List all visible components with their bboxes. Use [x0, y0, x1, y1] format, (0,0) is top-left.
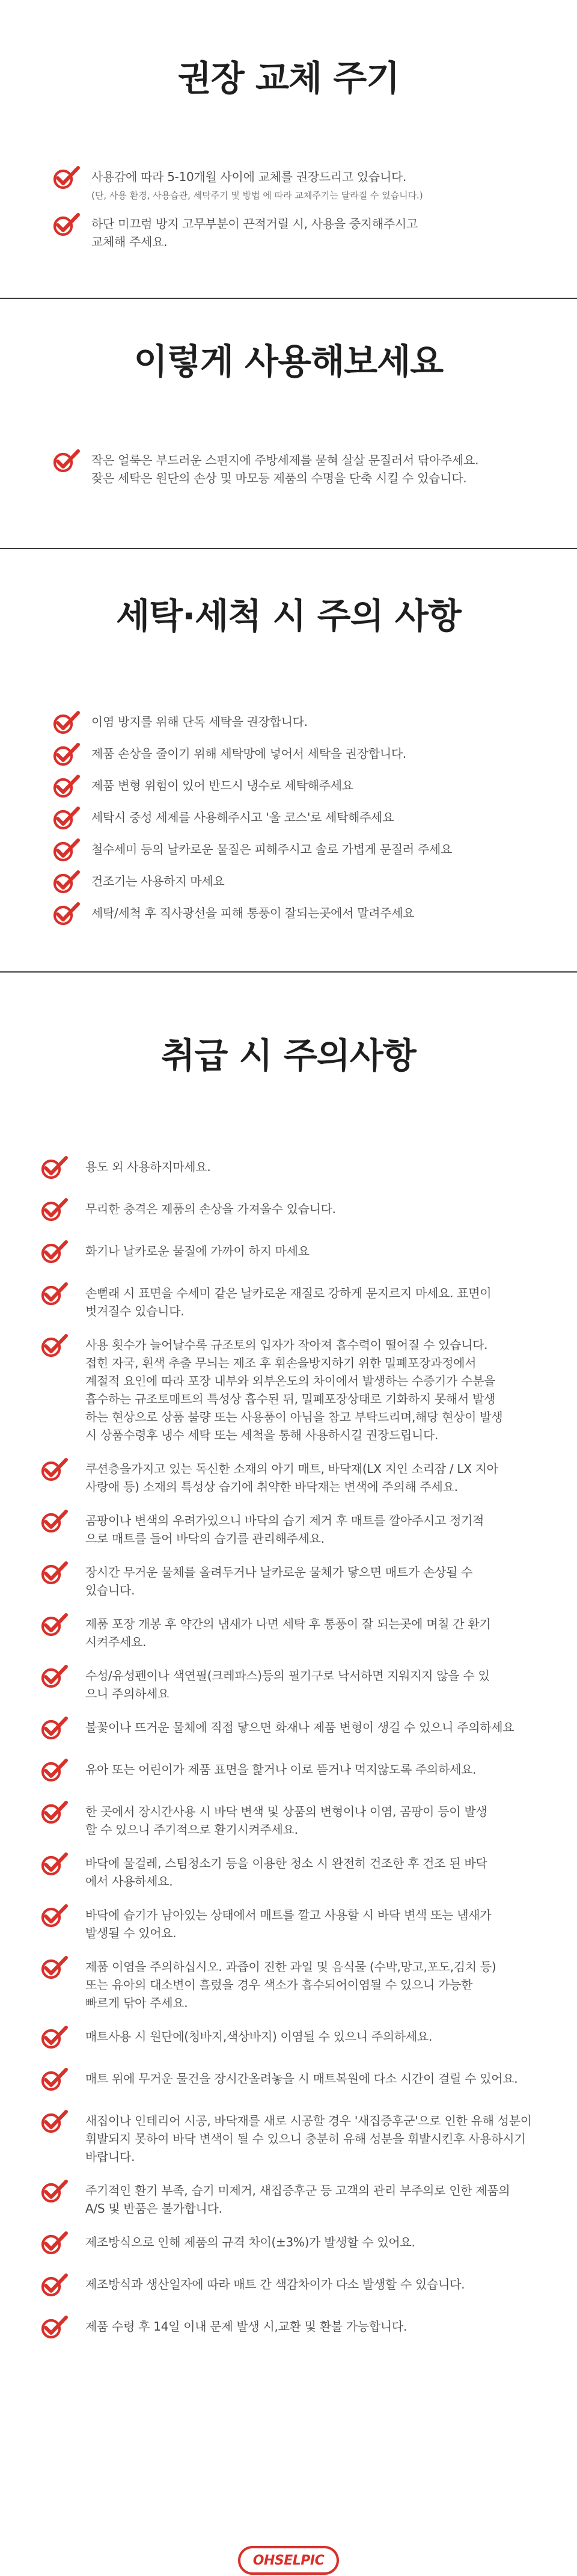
item-text: 건조기는 사용하지 마세요	[91, 874, 225, 888]
item-text: 하는 현상으로 상품 불량 또는 사용품이 아님을 참고 부탁드리며,해당 현상이 발생	[85, 1410, 503, 1424]
list-item	[40, 1667, 557, 1703]
list-item	[52, 808, 551, 840]
list-item	[40, 2027, 557, 2054]
item-text: 벗겨질수 있습니다.	[85, 1304, 185, 1318]
checkmark-icon	[40, 1280, 70, 1307]
section-handling-cautions	[0, 973, 577, 2575]
item-text: 제조방식과 생산일자에 따라 매트 간 색감차이가 다소 발생할 수 있습니다.	[85, 2277, 465, 2292]
list-item	[40, 1906, 557, 1942]
list-item	[40, 1854, 557, 1890]
item-text: 있습니다.	[85, 1583, 135, 1597]
checkmark-icon	[40, 1715, 70, 1741]
list-item	[52, 168, 551, 203]
item-text: A/S 및 반품은 불가합니다.	[85, 2201, 222, 2216]
section-title: 권장 교체 주기	[177, 58, 400, 99]
item-text: 매트사용 시 원단에(청바지,색상바지) 이염될 수 있으니 주의하세요.	[85, 2029, 433, 2044]
item-text: 유아 또는 어린이가 제품 표면을 핥거나 이로 뜯거나 먹지않도록 주의하세요.	[85, 1762, 477, 1777]
item-text: 빠르게 닦아 주세요.	[85, 1996, 188, 2010]
item-text: 주기적인 환기 부족, 습기 미제거, 새집증후군 등 고객의 관리 부주의로 인한 제품의	[85, 2183, 510, 2198]
item-text: 세탁/세척 후 직사광선을 피해 통풍이 잘되는곳에서 말려주세요	[91, 906, 415, 920]
list-item	[40, 2181, 557, 2218]
list-item	[40, 1760, 557, 1787]
section-title: 이렇게 사용해보세요	[133, 340, 444, 382]
checkmark-icon	[40, 1560, 70, 1586]
item-text: 용도 외 사용하지마세요.	[85, 1160, 211, 1174]
item-text: 바닥에 습기가 남아있는 상태에서 매트를 깔고 사용할 시 바닥 변색 또는 냄새가	[85, 1908, 492, 1922]
list-item	[40, 1242, 557, 1268]
item-text: 제품 수령 후 14일 이내 문제 발생 시,교환 및 환불 가능합니다.	[85, 2319, 407, 2334]
checkmark-icon	[40, 1799, 70, 1825]
list-item	[40, 2317, 557, 2344]
brand-logo: OHSELPIC	[238, 2546, 339, 2575]
section-how-to-use	[0, 299, 577, 548]
item-text: 으니 주의하세요	[85, 1686, 169, 1701]
section-title: 취급 시 주의사항	[161, 1034, 416, 1076]
item-list	[52, 713, 551, 936]
list-item	[40, 2112, 557, 2166]
checkmark-icon	[40, 1154, 70, 1181]
list-item	[40, 1200, 557, 1226]
item-text: 화기나 날카로운 물질에 가까이 하지 마세요	[85, 1244, 310, 1258]
checkmark-icon	[40, 1238, 70, 1265]
list-item	[40, 1718, 557, 1745]
item-text: 휘발되지 못하여 바닥 변색이 될 수 있으니 충분히 유해 성분을 휘발시킨후 사용하시기	[85, 2132, 526, 2146]
list-item	[40, 1615, 557, 1651]
item-text: 새집이나 인테리어 시공, 바닥재를 새로 시공할 경우 '새집증후군'으로 인한 유해 성분이	[85, 2113, 532, 2128]
item-text: 계절적 요인에 따라 포장 내부와 외부온도의 차이에서 발생하는 수증기가 수분을	[85, 1374, 496, 1388]
section-title-band	[0, 549, 577, 683]
item-text: 손뻗래 시 표면을 수세미 같은 날카로운 재질로 강하게 문지르지 마세요. 표면이	[85, 1286, 492, 1300]
item-text: 잦은 세탁은 원단의 손상 및 마모등 제품의 수명을 단축 시킬 수 있습니다.	[91, 471, 467, 485]
item-text: 한 곳에서 장시간사용 시 바닥 변색 및 상품의 변형이나 이염, 곰팡이 등이 발생	[85, 1804, 487, 1819]
checkmark-icon	[40, 2272, 70, 2298]
checkmark-icon	[52, 837, 82, 863]
item-text: 세탁시 중성 세제를 사용해주시고 '울 코스'로 세탁해주세요	[91, 810, 394, 825]
checkmark-icon	[52, 773, 82, 799]
checkmark-icon	[40, 1456, 70, 1483]
section-title-band	[0, 0, 577, 156]
list-item	[52, 904, 551, 936]
item-text: 곰팡이나 변색의 우려가있으니 바닥의 습기 제거 후 매트를 깔아주시고 정기적	[85, 1513, 484, 1528]
list-item	[52, 451, 551, 487]
item-text: 이염 방지를 위해 단독 세탁을 권장합니다.	[91, 715, 308, 729]
list-item	[40, 1336, 557, 1444]
list-item	[40, 1284, 557, 1320]
item-text: 제품 이염을 주의하십시오. 과즙이 진한 과일 및 음식물 (수박,망고,포도,김치 등)	[85, 1960, 496, 1974]
item-list	[52, 451, 551, 487]
item-text: 제조방식으로 인해 제품의 규격 차이(±3%)가 발생할 수 있어요.	[85, 2235, 415, 2249]
list-item	[40, 1460, 557, 1496]
list-item	[40, 1511, 557, 1548]
list-item	[40, 1563, 557, 1599]
item-text: 무리한 충격은 제품의 손상을 가져올수 있습니다.	[85, 1202, 336, 1216]
checkmark-icon	[40, 2108, 70, 2135]
checkmark-icon	[52, 868, 82, 895]
checkmark-icon	[40, 1332, 70, 1359]
item-text: 장시간 무거운 물체를 올려두거나 날카로운 물체가 닿으면 매트가 손상될 수	[85, 1565, 473, 1579]
checkmark-icon	[40, 2066, 70, 2092]
item-text: 철수세미 등의 날카로운 물질은 피해주시고 솔로 가볍게 문질러 주세요	[91, 842, 453, 856]
item-text: 발생될 수 있어요.	[85, 1926, 177, 1940]
item-text: 으로 매트를 들어 바닥의 습기를 관리해주세요.	[85, 1531, 325, 1546]
item-text: 쿠션층을가지고 있는 독신한 소재의 아기 매트, 바닥재(LX 지인 소리잠 / LX 지아	[85, 1462, 498, 1476]
item-text: 제품 포장 개봉 후 약간의 냄새가 나면 세탁 후 통풍이 잘 되는곳에 며칠 간 환기	[85, 1617, 491, 1631]
section-title-band	[0, 973, 577, 1138]
item-text: 시 상품수령후 냉수 세탁 또는 세척을 통해 사용하시길 권장드립니다.	[85, 1428, 439, 1442]
item-text: 또는 유아의 대소변이 흘렀을 경우 색소가 흡수되어이염될 수 있으니 가능한	[85, 1978, 473, 1992]
list-item	[52, 872, 551, 904]
section-title: 세탁·세척 시 주의 사항	[116, 595, 461, 636]
checkmark-icon	[52, 805, 82, 831]
list-item	[40, 2070, 557, 2096]
item-text: 에서 사용하세요.	[85, 1874, 173, 1889]
item-text: 불꽃이나 뜨거운 물체에 직접 닿으면 화재나 제품 변형이 생길 수 있으니 주의하세요	[85, 1720, 514, 1735]
list-item	[52, 745, 551, 776]
item-text: 작은 얼룩은 부드러운 스펀지에 주방세제를 묻혀 살살 문질러서 닦아주세요.	[91, 453, 479, 467]
list-item	[40, 1803, 557, 1839]
checkmark-icon	[40, 1663, 70, 1689]
item-text: 시켜주세요.	[85, 1635, 147, 1649]
list-item	[52, 776, 551, 808]
list-item	[52, 840, 551, 872]
checkmark-icon	[40, 1902, 70, 1929]
list-item	[40, 2275, 557, 2302]
item-text: 흡수하는 규조토매트의 특성상 흡수된 뒤, 밀폐포장상태로 기화하지 못해서 발생	[85, 1392, 496, 1406]
checkmark-icon	[40, 2024, 70, 2050]
checkmark-icon	[40, 2178, 70, 2204]
checkmark-icon	[52, 741, 82, 767]
checkmark-icon	[40, 1508, 70, 1534]
item-text: 제품 손상을 줄이기 위해 세탁망에 넣어서 세탁을 권장합니다.	[91, 746, 406, 761]
item-note: (단, 사용 환경, 사용습관, 세탁주기 및 방법 에 따라 교체주기는 달라질 수 있습니다.)	[91, 190, 423, 201]
checkmark-icon	[52, 900, 82, 927]
item-text: 바랍니다.	[85, 2150, 135, 2164]
item-text: 수성/유성펜이나 색연필(크레파스)등의 필기구로 낙서하면 지워지지 않을 수 있	[85, 1668, 490, 1683]
item-text: 접힌 자국, 흰색 추출 무늬는 제조 후 휘손을방지하기 위한 밀폐포장과정에서	[85, 1356, 477, 1370]
checkmark-icon	[52, 709, 82, 736]
list-item	[40, 1958, 557, 2012]
checkmark-icon	[40, 1954, 70, 1981]
item-text: 매트 위에 무거운 물건을 장시간올려놓을 시 매트복원에 다소 시간이 걸릴 수 있어요.	[85, 2071, 518, 2086]
item-text: 사랑애 등) 소재의 특성상 습기에 취약한 바닥재는 변색에 주의해 주세요.	[85, 1480, 458, 1494]
item-text: 사용감에 따라 5-10개월 사이에 교체를 권장드리고 있습니다.	[91, 170, 407, 184]
list-item	[40, 1158, 557, 1184]
list-item	[52, 215, 551, 251]
checkmark-icon	[40, 1757, 70, 1783]
checkmark-icon	[40, 1611, 70, 1638]
item-text: 교체해 주세요.	[91, 235, 168, 249]
checkmark-icon	[52, 164, 82, 191]
item-text: 할 수 있으니 주기적으로 환기시켜주세요.	[85, 1822, 298, 1837]
item-list	[40, 1158, 557, 2359]
checkmark-icon	[52, 211, 82, 238]
checkmark-icon	[40, 1196, 70, 1223]
item-text: 사용 횟수가 늘어날수록 규조토의 입자가 작아져 흡수력이 떨어질 수 있습니다.	[85, 1338, 488, 1352]
checkmark-icon	[52, 447, 82, 474]
item-text: 제품 변형 위험이 있어 반드시 냉수로 세탁해주세요	[91, 778, 353, 793]
item-text: 바닥에 물걸레, 스팀청소기 등을 이용한 청소 시 완전히 건조한 후 건조 된 바닥	[85, 1856, 487, 1871]
section-title-band	[0, 299, 577, 423]
checkmark-icon	[40, 2314, 70, 2340]
item-text: 하단 미끄럼 방지 고무부분이 끈적거릴 시, 사용을 중지해주시고	[91, 217, 418, 231]
section-replacement-cycle	[0, 0, 577, 298]
item-list	[52, 168, 551, 263]
section-washing-cautions	[0, 549, 577, 971]
checkmark-icon	[40, 2230, 70, 2256]
list-item	[40, 2233, 557, 2260]
checkmark-icon	[40, 1851, 70, 1877]
list-item	[52, 713, 551, 745]
